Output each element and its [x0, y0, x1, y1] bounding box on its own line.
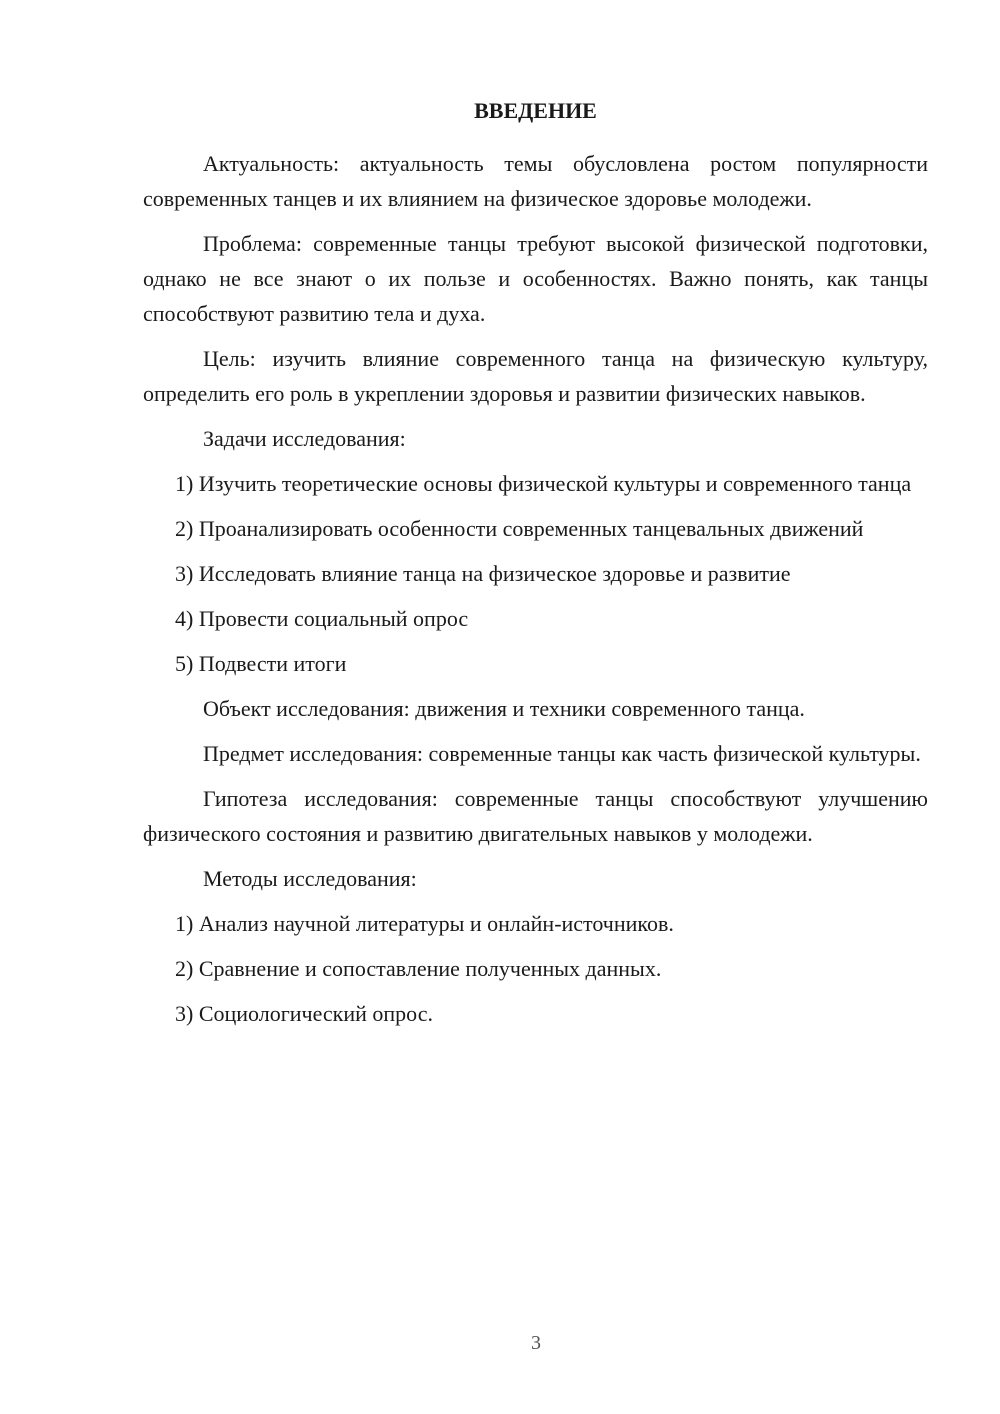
- problem-paragraph: Проблема: современные танцы требуют высокой физической подготовки, однако не все знают о их пользе и особенностях. Важно понять, как танцы способствуют развитию тела и духа.: [143, 231, 928, 326]
- object-paragraph: Объект исследования: движения и техники современного танца.: [203, 696, 805, 721]
- task-item-4: 4) Провести социальный опрос: [175, 606, 469, 631]
- relevance-paragraph: Актуальность: актуальность темы обусловлена ростом популярности современных танцев и их влиянием на физическое здоровье молодежи.: [143, 151, 928, 211]
- page-number: 3: [531, 1332, 541, 1354]
- document-body: [143, 96, 928, 1041]
- method-item-2: 2) Сравнение и сопоставление полученных данных.: [175, 956, 662, 981]
- task-item-5: 5) Подвести итоги: [175, 651, 347, 676]
- page-title: ВВЕДЕНИЕ: [474, 98, 597, 123]
- tasks-heading: Задачи исследования:: [203, 426, 406, 451]
- method-item-3: 3) Социологический опрос.: [175, 1001, 433, 1026]
- methods-heading: Методы исследования:: [203, 866, 417, 891]
- task-item-3: 3) Исследовать влияние танца на физическое здоровье и развитие: [175, 561, 791, 586]
- goal-paragraph: Цель: изучить влияние современного танца на физическую культуру, определить его роль в укреплении здоровья и развитии физических навыков.: [143, 346, 928, 406]
- task-item-2: 2) Проанализировать особенности современных танцевальных движений: [175, 516, 864, 541]
- task-item-1: 1) Изучить теоретические основы физической культуры и современного танца: [175, 471, 912, 496]
- method-item-1: 1) Анализ научной литературы и онлайн-источников.: [175, 911, 674, 936]
- hypothesis-paragraph: Гипотеза исследования: современные танцы способствуют улучшению физического состояния и развитию двигательных навыков у молодежи.: [143, 786, 928, 846]
- subject-paragraph: Предмет исследования: современные танцы как часть физической культуры.: [203, 741, 921, 766]
